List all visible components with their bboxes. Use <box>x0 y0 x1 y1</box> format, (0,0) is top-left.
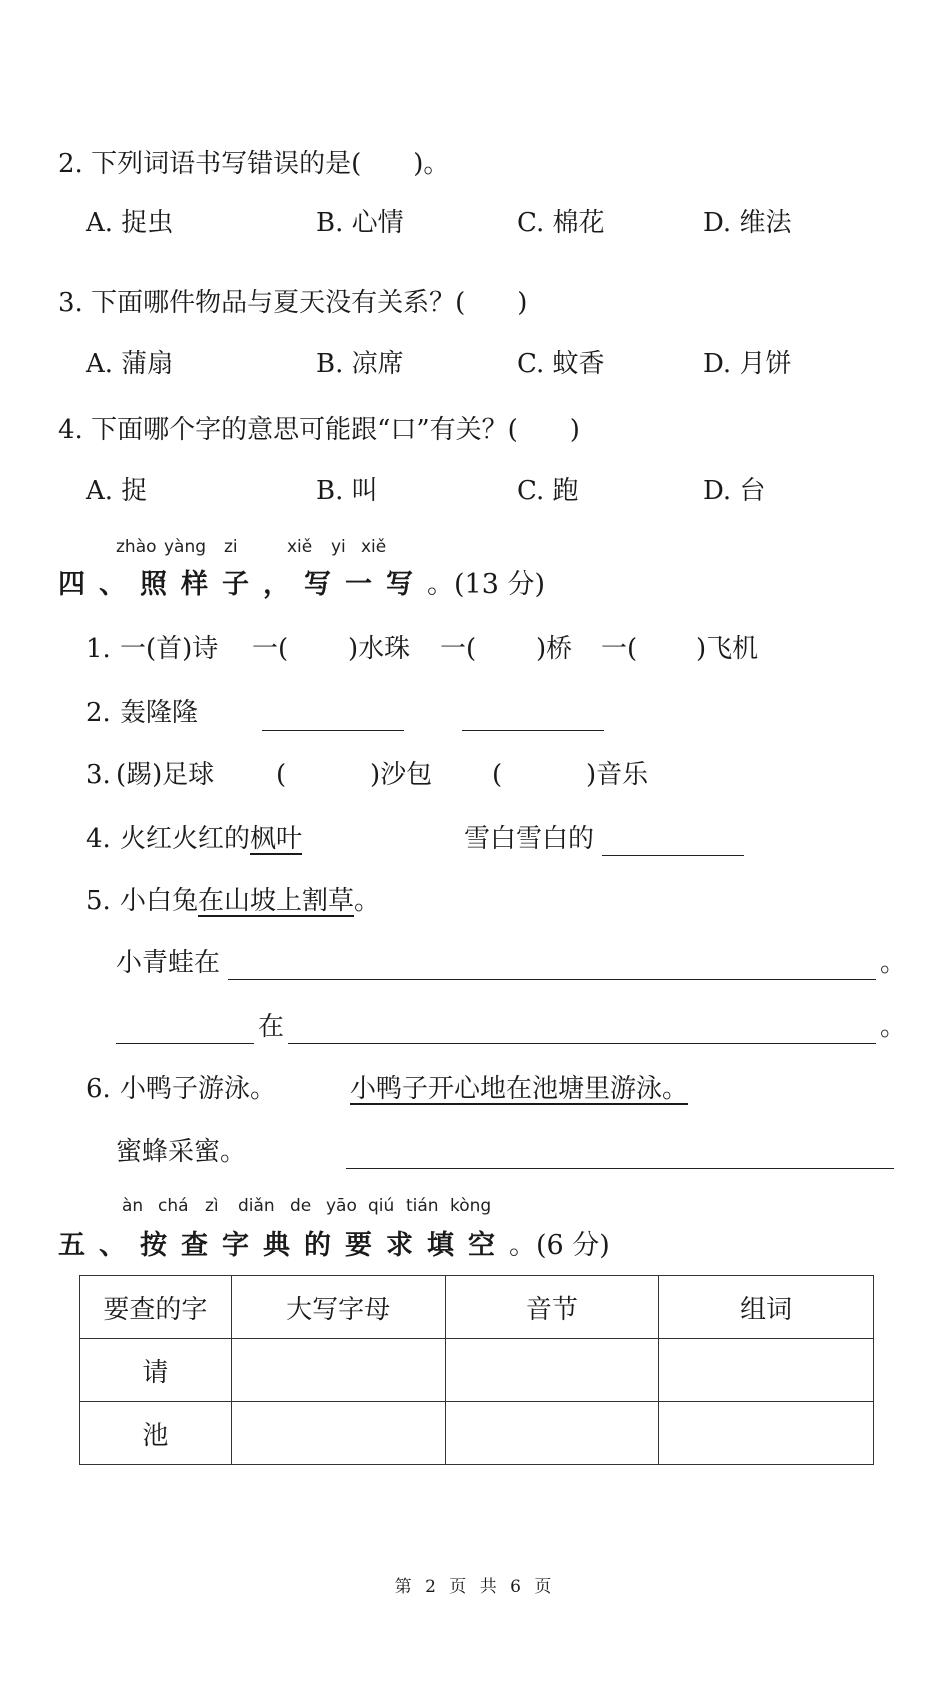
table-header-row <box>80 1276 874 1339</box>
pinyin-syllable: yāo <box>326 1196 357 1216</box>
q2-option-d: D. 维法 <box>703 208 792 238</box>
s4-item-1-blank-open: 一( <box>440 634 477 664</box>
s4-item-3-blank-open: ( <box>276 760 287 790</box>
question-3: 3. 下面哪件物品与夏天没有关系？( ) <box>58 288 528 318</box>
section-5-number: 五、 <box>58 1230 140 1261</box>
q4-option-c: C. 跑 <box>517 476 579 506</box>
table-header: 组词 <box>659 1276 874 1339</box>
s4-item-2-word: 轰隆隆 <box>120 698 199 728</box>
q2-option-c: C. 棉花 <box>517 208 605 238</box>
s4-item-4-left-word: 枫叶 <box>250 824 303 854</box>
s4-item-4-right-prefix: 雪白雪白的 <box>464 824 595 854</box>
pinyin-syllable: zi <box>224 537 238 557</box>
pinyin-syllable: tián <box>406 1196 439 1216</box>
section-5-heading: 按查字典的要求填空 <box>140 1230 509 1261</box>
table-row <box>80 1339 874 1402</box>
q3-option-c: C. 蚊香 <box>517 349 605 379</box>
s4-item-6-example: 小鸭子游泳。 <box>120 1074 277 1104</box>
table-cell-answer[interactable] <box>231 1339 445 1402</box>
q4-option-a: A. 捉 <box>86 476 148 506</box>
answer-line[interactable] <box>116 1015 254 1044</box>
q3-option-d: D. 月饼 <box>703 349 792 379</box>
s4-item-1-number: 1. <box>86 634 111 664</box>
pinyin-syllable: diǎn <box>238 1196 275 1216</box>
table-cell-character: 池 <box>80 1402 232 1465</box>
section-4-heading: 照样子，写一写 <box>140 569 427 600</box>
table-row <box>80 1402 874 1465</box>
dictionary-table <box>79 1275 874 1465</box>
section-4-title <box>58 562 545 601</box>
s4-item-1-example: 一(首)诗 <box>120 634 219 664</box>
question-4: 4. 下面哪个字的意思可能跟“口”有关？( ) <box>58 415 580 445</box>
table-cell-answer[interactable] <box>659 1339 874 1402</box>
pinyin-syllable: de <box>290 1196 312 1216</box>
section-5-score: 。(6 分) <box>509 1230 610 1261</box>
s4-item-5-line2-end: 。 <box>880 1012 907 1042</box>
pinyin-syllable: kòng <box>450 1196 492 1216</box>
section-5-pinyin <box>0 1196 950 1218</box>
s4-item-4-left <box>120 822 302 856</box>
section-5-title <box>58 1223 610 1262</box>
s4-item-5-underlined: 在山坡上割草 <box>198 886 355 916</box>
pinyin-syllable: chá <box>158 1196 189 1216</box>
s4-item-1-word: )水珠 <box>348 634 411 664</box>
s4-item-3-example: (踢)足球 <box>116 760 215 790</box>
s4-item-1-word: )飞机 <box>696 634 759 664</box>
table-header: 音节 <box>445 1276 659 1339</box>
pinyin-syllable: zhào <box>116 537 157 557</box>
s4-item-5-number: 5. <box>86 886 111 916</box>
section-4-pinyin <box>0 537 950 559</box>
s4-item-1-word: )桥 <box>536 634 573 664</box>
q2-option-a: A. 捉虫 <box>86 208 174 238</box>
s4-item-4-left-prefix: 火红火红的 <box>120 824 251 854</box>
pinyin-syllable: yi <box>331 537 346 557</box>
answer-line[interactable] <box>288 1015 876 1044</box>
answer-line[interactable] <box>346 1140 894 1169</box>
section-4-number: 四、 <box>58 569 140 600</box>
answer-line[interactable] <box>228 951 876 980</box>
q4-option-d: D. 台 <box>703 476 766 506</box>
table-cell-character: 请 <box>80 1339 232 1402</box>
question-2: 2. 下列词语书写错误的是( )。 <box>58 149 450 179</box>
table-header: 要查的字 <box>80 1276 232 1339</box>
table-cell-answer[interactable] <box>445 1339 659 1402</box>
s4-item-5-line2-mid: 在 <box>258 1012 285 1042</box>
pinyin-syllable: yàng <box>164 537 207 557</box>
s4-item-5-line1-prefix: 小青蛙在 <box>116 948 221 978</box>
table-cell-answer[interactable] <box>659 1402 874 1465</box>
table-cell-answer[interactable] <box>445 1402 659 1465</box>
s4-item-3-number: 3. <box>86 760 111 790</box>
s4-item-5-end: 。 <box>354 886 381 916</box>
table-cell-answer[interactable] <box>231 1402 445 1465</box>
pinyin-syllable: xiě <box>361 537 387 557</box>
answer-blank[interactable] <box>462 702 604 731</box>
s4-item-3-word: )音乐 <box>586 760 649 790</box>
pinyin-syllable: àn <box>122 1196 144 1216</box>
s4-item-5-prefix: 小白兔 <box>120 886 199 916</box>
s4-item-5-example <box>120 884 380 918</box>
s4-item-1-blank-open: 一( <box>252 634 289 664</box>
s4-item-6-answer-text: 小鸭子开心地在池塘里游泳。 <box>350 1074 689 1104</box>
q3-option-b: B. 凉席 <box>316 349 404 379</box>
q3-option-a: A. 蒲扇 <box>86 349 174 379</box>
answer-blank[interactable] <box>262 702 404 731</box>
s4-item-2-number: 2. <box>86 698 111 728</box>
s4-item-6-number: 6. <box>86 1074 111 1104</box>
pinyin-syllable: qiú <box>368 1196 395 1216</box>
page-footer: 第 2 页 共 6 页 <box>394 1577 556 1597</box>
pinyin-syllable: zì <box>205 1196 219 1216</box>
s4-item-3-word: )沙包 <box>370 760 433 790</box>
s4-item-1-blank-open: 一( <box>601 634 638 664</box>
s4-item-6-task: 蜜蜂采蜜。 <box>116 1137 247 1167</box>
answer-blank[interactable] <box>602 827 744 856</box>
s4-item-4-number: 4. <box>86 824 111 854</box>
table-header: 大写字母 <box>231 1276 445 1339</box>
s4-item-5-line1-end: 。 <box>880 948 907 978</box>
q4-option-b: B. 叫 <box>316 476 378 506</box>
q2-option-b: B. 心情 <box>316 208 404 238</box>
section-4-score: 。(13 分) <box>427 569 546 600</box>
s4-item-3-blank-open: ( <box>492 760 503 790</box>
s4-item-6-example-answer <box>350 1072 688 1106</box>
pinyin-syllable: xiě <box>287 537 313 557</box>
